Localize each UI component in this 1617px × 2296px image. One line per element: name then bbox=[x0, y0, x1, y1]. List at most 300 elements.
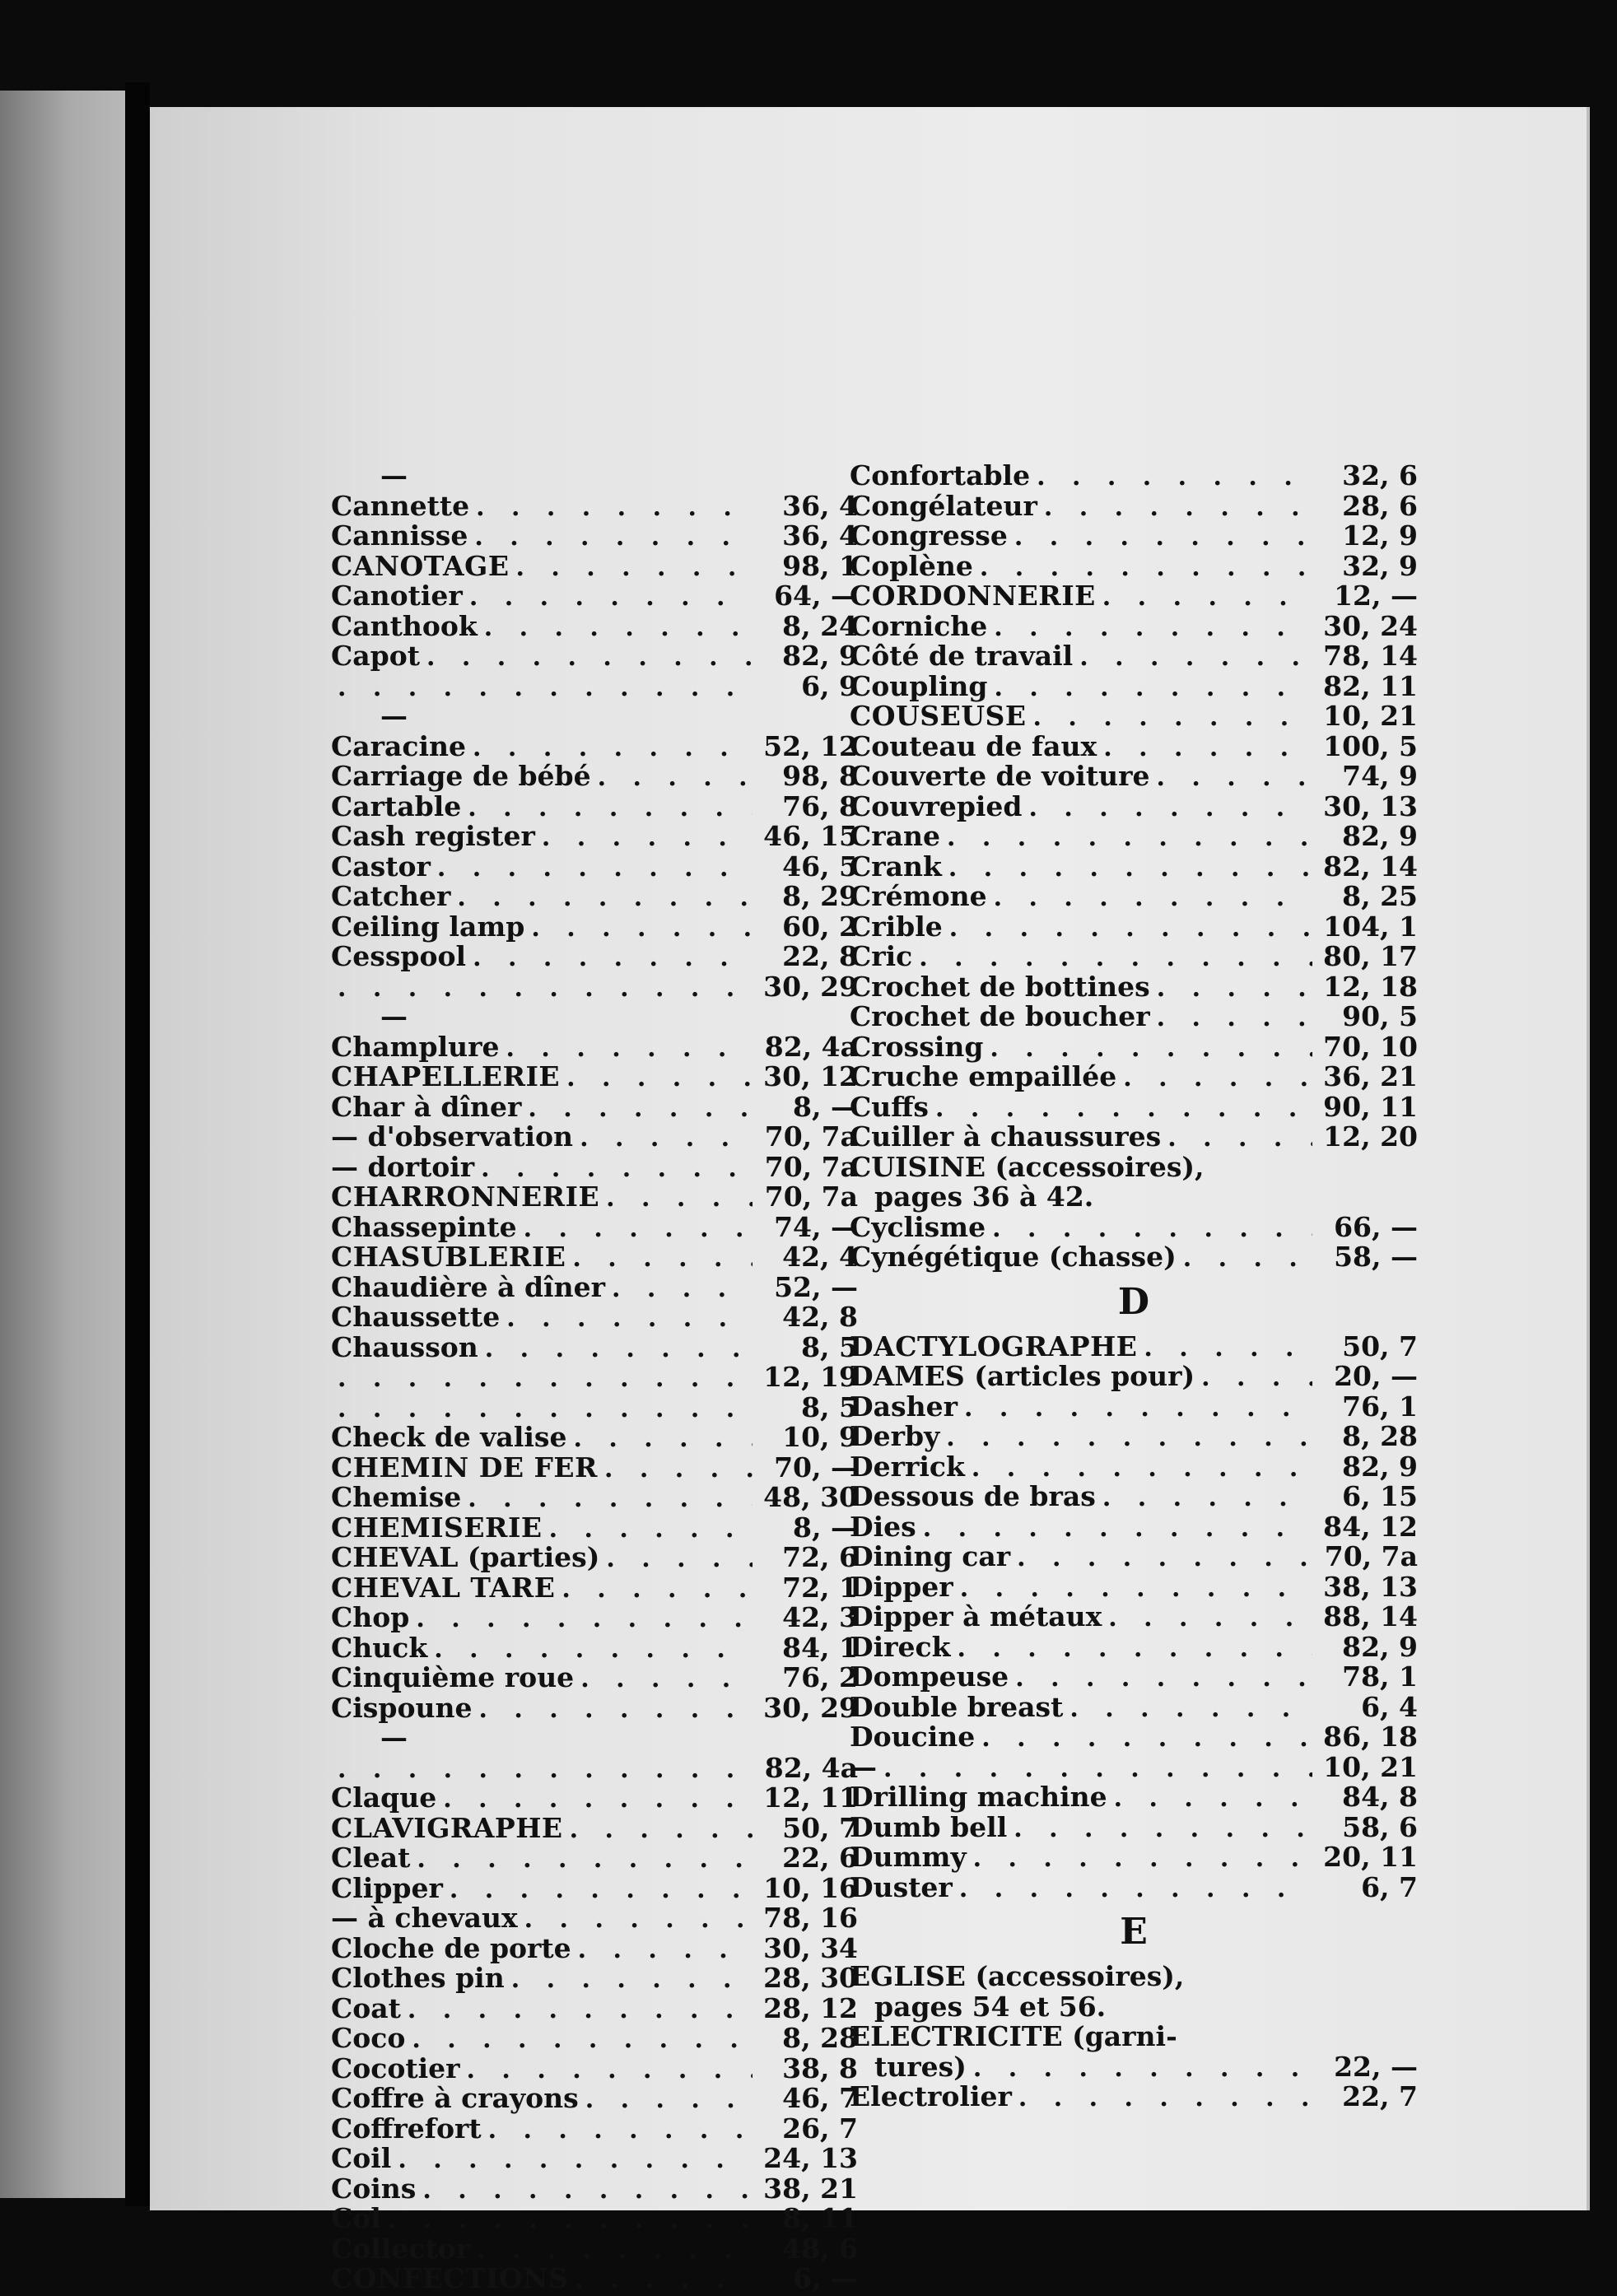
entry-term: COUSEUSE bbox=[850, 700, 1027, 732]
entry-page-reference: 70, 7a bbox=[764, 1120, 858, 1153]
entry-term: Carriage de bébé bbox=[331, 760, 591, 792]
index-entry bbox=[331, 852, 858, 883]
entry-term: Doucine bbox=[850, 1721, 976, 1753]
entry-term: CLAVIGRAPHE bbox=[331, 1811, 563, 1844]
entry-term: Dompeuse bbox=[850, 1660, 1009, 1693]
index-entry bbox=[331, 789, 858, 822]
entry-page-reference: 30, 13 bbox=[1323, 789, 1418, 822]
entry-term: Capot bbox=[331, 640, 420, 672]
dot-leader bbox=[578, 1935, 753, 1966]
entry-page-reference: 46, 5 bbox=[782, 850, 858, 883]
entry-page-reference: 72, 1 bbox=[782, 1571, 858, 1604]
entry-term: Côté de travail bbox=[850, 640, 1074, 672]
dot-leader bbox=[422, 2176, 753, 2206]
entry-term: Dessous de bras bbox=[850, 1480, 1096, 1512]
index-entry bbox=[331, 549, 858, 582]
index-entry bbox=[850, 1810, 1418, 1843]
index-entry bbox=[331, 942, 858, 972]
entry-page-reference: 36, 4 bbox=[782, 519, 858, 552]
entry-page-reference: 98, 8 bbox=[782, 760, 858, 792]
dot-leader bbox=[1014, 523, 1312, 553]
entry-term: Double breast bbox=[850, 1690, 1064, 1723]
dot-leader bbox=[1156, 763, 1312, 794]
index-entry bbox=[331, 1603, 858, 1633]
entry-page-reference: 8, 28 bbox=[782, 2022, 858, 2054]
entry-term: Coplène bbox=[850, 549, 973, 582]
entry-term: Crank bbox=[850, 850, 942, 883]
entry-term: Ceiling lamp bbox=[331, 910, 525, 943]
entry-page-reference: 90, 5 bbox=[1342, 1000, 1418, 1032]
entry-term: Clothes pin bbox=[331, 1962, 505, 1994]
entry-term: Cleat bbox=[331, 1842, 411, 1874]
index-entry bbox=[850, 2082, 1418, 2112]
entry-page-reference: 8, — bbox=[793, 1511, 858, 1544]
entry-term: Dipper bbox=[850, 1570, 953, 1603]
index-entry bbox=[850, 1722, 1418, 1753]
dot-leader bbox=[467, 2056, 753, 2086]
entry-page-reference: 38, 8 bbox=[782, 2051, 858, 2084]
index-entry-note: pages 36 à 42. bbox=[874, 1181, 1094, 1213]
dot-leader bbox=[416, 1604, 753, 1635]
index-entry bbox=[331, 1182, 858, 1213]
entry-page-reference: 82, 9 bbox=[1342, 1630, 1418, 1663]
entry-page-reference: 8, 24 bbox=[782, 609, 858, 642]
index-entry bbox=[850, 1392, 1418, 1423]
entry-term: CONFECTIONS bbox=[331, 2262, 569, 2294]
dot-leader bbox=[1102, 583, 1312, 613]
entry-page-reference: 8, 29 bbox=[782, 880, 858, 912]
entry-term: Couvrepied bbox=[850, 789, 1023, 822]
dot-leader bbox=[604, 1455, 753, 1485]
entry-page-reference: 76, 2 bbox=[782, 1661, 858, 1693]
index-entry bbox=[850, 1482, 1418, 1512]
index-entry bbox=[331, 2114, 858, 2145]
dot-leader bbox=[426, 643, 753, 673]
entry-page-reference: 82, 9 bbox=[1342, 1450, 1418, 1483]
index-entry bbox=[331, 1991, 858, 2024]
entry-term: Coco bbox=[331, 2022, 406, 2054]
dot-leader bbox=[457, 883, 753, 914]
entry-page-reference: 78, 16 bbox=[763, 1902, 858, 1934]
index-entry bbox=[850, 1422, 1418, 1452]
entry-page-reference: 84, 12 bbox=[1323, 1510, 1418, 1543]
entry-term: Char à dîner bbox=[331, 1090, 522, 1123]
index-entry bbox=[850, 669, 1418, 702]
entry-page-reference: 24, 13 bbox=[763, 2142, 858, 2174]
entry-page-reference: 70, 7a bbox=[764, 1181, 858, 1213]
index-entry bbox=[850, 1632, 1418, 1663]
entry-term: Champlure bbox=[331, 1030, 500, 1063]
entry-term: DAMES (articles pour) bbox=[850, 1360, 1195, 1392]
dot-leader bbox=[1014, 1814, 1312, 1845]
dot-leader bbox=[468, 794, 753, 824]
index-entry bbox=[331, 1362, 858, 1393]
entry-term: Castor bbox=[331, 850, 431, 883]
dot-leader bbox=[511, 1965, 753, 1996]
entry-term: Chaussette bbox=[331, 1301, 501, 1333]
entry-term: Crossing bbox=[850, 1030, 984, 1063]
index-column-left bbox=[331, 461, 858, 2294]
entry-page-reference: 70, 7a bbox=[764, 1150, 858, 1183]
entry-term: Coins bbox=[331, 2172, 417, 2205]
entry-term: Cartable bbox=[331, 789, 462, 822]
entry-page-reference: 10, 21 bbox=[1323, 1750, 1418, 1783]
entry-term: Cuiller à chaussures bbox=[850, 1120, 1162, 1153]
entry-term: CHEMIN DE FER bbox=[331, 1451, 598, 1483]
index-page bbox=[150, 107, 1590, 2294]
dot-leader bbox=[981, 1724, 1312, 1754]
dot-leader bbox=[992, 1214, 1312, 1245]
entry-page-reference: 50, 7 bbox=[782, 1811, 858, 1844]
index-entry bbox=[850, 1842, 1418, 1873]
entry-page-reference: 86, 18 bbox=[1323, 1721, 1418, 1753]
entry-term: Cyclisme bbox=[850, 1210, 986, 1243]
index-entry bbox=[331, 1543, 858, 1573]
section-letter: E bbox=[1120, 1911, 1148, 1953]
index-entry bbox=[331, 2264, 858, 2294]
entry-term: Coat bbox=[331, 1991, 401, 2024]
index-entry bbox=[331, 1573, 858, 1604]
entry-page-reference: 64, — bbox=[774, 580, 858, 612]
dot-leader bbox=[1037, 463, 1312, 493]
entry-page-reference: 30, 34 bbox=[763, 1931, 858, 1964]
dot-leader bbox=[990, 1034, 1312, 1064]
dot-leader bbox=[338, 974, 753, 1004]
dot-leader bbox=[338, 1755, 753, 1786]
entry-term: CHEMISERIE bbox=[331, 1511, 543, 1544]
dot-leader bbox=[1069, 1694, 1312, 1725]
index-entry bbox=[850, 822, 1418, 852]
entry-term: Drilling machine bbox=[850, 1781, 1107, 1813]
dot-leader bbox=[549, 1515, 753, 1545]
entry-page-reference: 70, 7a bbox=[1324, 1540, 1418, 1572]
dot-leader bbox=[948, 854, 1312, 884]
entry-page-reference: 78, 1 bbox=[1342, 1660, 1418, 1693]
index-entry bbox=[331, 641, 858, 672]
index-entry bbox=[850, 1602, 1418, 1632]
entry-page-reference: 74, — bbox=[774, 1210, 858, 1243]
entry-page-reference: 28, 30 bbox=[763, 1962, 858, 1994]
entry-page-reference: 52, — bbox=[774, 1270, 858, 1303]
entry-page-reference: 70, 10 bbox=[1323, 1030, 1418, 1063]
entry-page-reference: 76, 1 bbox=[1342, 1390, 1418, 1423]
entry-page-reference: 50, 7 bbox=[1342, 1330, 1418, 1362]
index-entry bbox=[331, 491, 858, 522]
section-letter: D bbox=[1117, 1280, 1150, 1323]
index-entry bbox=[331, 1663, 858, 1693]
book-spine bbox=[125, 82, 150, 2206]
dot-leader bbox=[994, 613, 1312, 644]
entry-term: Derby bbox=[850, 1420, 940, 1452]
index-entry bbox=[331, 1513, 858, 1544]
dot-leader bbox=[994, 673, 1312, 704]
section-dash: — bbox=[380, 1721, 408, 1753]
entry-term: Chuck bbox=[331, 1631, 428, 1664]
dot-leader bbox=[474, 523, 753, 553]
index-entry bbox=[331, 2234, 858, 2265]
dot-leader bbox=[598, 763, 753, 794]
entry-page-reference: 12, — bbox=[1334, 580, 1418, 612]
entry-page-reference: 22, — bbox=[1334, 2050, 1418, 2083]
entry-term: Clipper bbox=[331, 1871, 443, 1904]
dot-leader bbox=[468, 1484, 753, 1515]
index-entry bbox=[331, 1903, 858, 1934]
index-entry bbox=[331, 1483, 858, 1513]
index-entry-note: EGLISE (accessoires), bbox=[850, 1960, 1185, 1992]
dot-leader bbox=[408, 1996, 753, 2026]
index-entry bbox=[331, 1963, 858, 1994]
index-entry bbox=[850, 729, 1418, 762]
index-entry bbox=[331, 1931, 858, 1964]
index-entry bbox=[850, 1542, 1418, 1572]
index-entry bbox=[850, 1092, 1418, 1123]
entry-term: Corniche bbox=[850, 609, 988, 642]
entry-page-reference: 8, — bbox=[793, 1090, 858, 1123]
entry-page-reference: 100, 5 bbox=[1323, 729, 1418, 762]
entry-page-reference: 60, 2 bbox=[782, 910, 858, 943]
dot-leader bbox=[562, 1575, 753, 1605]
dot-leader bbox=[1018, 2084, 1312, 2114]
entry-term: Collector bbox=[331, 2232, 471, 2265]
index-entry bbox=[850, 1362, 1418, 1392]
index-entry bbox=[331, 1302, 858, 1333]
entry-term: Cocotier bbox=[331, 2051, 460, 2084]
entry-page-reference: 6, 15 bbox=[1342, 1480, 1418, 1512]
index-entry bbox=[331, 1871, 858, 1904]
dot-leader bbox=[506, 1034, 753, 1064]
dot-leader bbox=[1079, 643, 1312, 673]
dot-leader bbox=[528, 1094, 753, 1125]
entry-term: — dortoir bbox=[331, 1150, 475, 1183]
entry-term: CHEVAL TARE bbox=[331, 1571, 556, 1604]
dot-leader bbox=[338, 1364, 753, 1395]
dot-leader bbox=[960, 1574, 1312, 1604]
dot-leader bbox=[1183, 1244, 1312, 1274]
entry-page-reference: 12, 11 bbox=[763, 1781, 858, 1814]
entry-term: Couverte de voiture bbox=[850, 760, 1150, 792]
index-entry-note: pages 54 et 56. bbox=[874, 1990, 1107, 2023]
entry-term: Cannette bbox=[331, 489, 470, 522]
entry-page-reference: 82, 11 bbox=[1323, 669, 1418, 702]
entry-term: Cynégétique (chasse) bbox=[850, 1241, 1177, 1273]
entry-page-reference: 30, 24 bbox=[1323, 609, 1418, 642]
entry-term: Canthook bbox=[331, 609, 478, 642]
index-entry bbox=[850, 852, 1418, 883]
entry-page-reference: 20, 11 bbox=[1323, 1841, 1418, 1873]
index-entry bbox=[850, 1032, 1418, 1063]
entry-page-reference: 20, — bbox=[1334, 1360, 1418, 1392]
entry-page-reference: 30, 29 bbox=[763, 970, 858, 1003]
entry-page-reference: 88, 14 bbox=[1323, 1600, 1418, 1632]
entry-page-reference: 28, 6 bbox=[1342, 489, 1418, 522]
index-entry bbox=[331, 1150, 858, 1183]
entry-page-reference: 48, 6 bbox=[782, 2232, 858, 2265]
entry-page-reference: 6, 9 bbox=[801, 669, 858, 702]
dot-leader bbox=[949, 914, 1312, 944]
entry-page-reference: 36, 21 bbox=[1323, 1060, 1418, 1092]
entry-page-reference: 70, — bbox=[774, 1451, 858, 1483]
index-entry bbox=[331, 1811, 858, 1844]
index-entry bbox=[331, 1753, 858, 1784]
entry-page-reference: 104, 1 bbox=[1323, 910, 1418, 943]
entry-term: Chassepinte bbox=[331, 1210, 517, 1243]
dot-leader bbox=[980, 553, 1312, 584]
index-entry bbox=[331, 669, 858, 702]
entry-page-reference: 42, 3 bbox=[782, 1601, 858, 1633]
dot-leader bbox=[1015, 1664, 1312, 1694]
entry-page-reference: 82, 4a bbox=[764, 1030, 858, 1063]
dot-leader bbox=[524, 1905, 753, 1935]
entry-term: Dummy bbox=[850, 1841, 967, 1873]
dot-leader bbox=[450, 1875, 753, 1906]
index-entry bbox=[850, 1782, 1418, 1813]
dot-leader bbox=[566, 1064, 753, 1094]
entry-page-reference: 22, 6 bbox=[782, 1842, 858, 1874]
entry-page-reference: 76, 8 bbox=[782, 789, 858, 822]
entry-term: Confortable bbox=[850, 459, 1031, 491]
entry-page-reference: 38, 13 bbox=[1323, 1570, 1418, 1603]
dot-leader bbox=[469, 583, 753, 613]
entry-term: — bbox=[850, 1750, 877, 1783]
index-entry bbox=[331, 2204, 858, 2234]
dot-leader bbox=[473, 943, 753, 974]
entry-term: — à chevaux bbox=[331, 1902, 518, 1934]
dot-leader bbox=[572, 1244, 753, 1274]
entry-term: Crémone bbox=[850, 880, 987, 912]
entry-page-reference: 6, 4 bbox=[1361, 1690, 1418, 1723]
index-entry bbox=[850, 1870, 1418, 1903]
index-entry bbox=[850, 491, 1418, 522]
entry-term: DACTYLOGRAPHE bbox=[850, 1330, 1138, 1362]
dot-leader bbox=[575, 2266, 753, 2296]
entry-page-reference: 82, 9 bbox=[782, 640, 858, 672]
index-entry bbox=[850, 521, 1418, 552]
entry-page-reference: 90, 11 bbox=[1323, 1090, 1418, 1123]
dot-leader bbox=[580, 1124, 753, 1154]
index-entry bbox=[331, 521, 858, 552]
entry-page-reference: 82, 14 bbox=[1323, 850, 1418, 883]
entry-page-reference: 10, 21 bbox=[1323, 700, 1418, 732]
entry-term: CANOTAGE bbox=[331, 549, 510, 582]
entry-page-reference: 42, 4 bbox=[782, 1241, 858, 1273]
dot-leader bbox=[485, 1334, 753, 1365]
index-entry bbox=[850, 1452, 1418, 1483]
dot-leader bbox=[570, 1815, 753, 1846]
index-entry bbox=[850, 641, 1418, 672]
entry-term: Derrick bbox=[850, 1450, 965, 1483]
dot-leader bbox=[542, 823, 753, 854]
index-entry bbox=[331, 882, 858, 912]
section-dash: — bbox=[380, 1000, 408, 1032]
index-entry bbox=[850, 549, 1418, 582]
entry-page-reference: 6, — bbox=[793, 2262, 858, 2294]
dot-leader bbox=[478, 1695, 753, 1725]
entry-term: Duster bbox=[850, 1870, 953, 1903]
index-entry bbox=[331, 1633, 858, 1664]
entry-term: Crochet de bottines bbox=[850, 970, 1150, 1003]
dot-leader bbox=[398, 2145, 753, 2176]
index-entry bbox=[850, 761, 1418, 792]
dot-leader bbox=[1123, 1064, 1312, 1094]
index-entry bbox=[331, 2024, 858, 2054]
index-entry bbox=[331, 1843, 858, 1874]
entry-term: Cash register bbox=[331, 820, 535, 852]
dot-leader bbox=[883, 1754, 1312, 1785]
entry-term: Coffrefort bbox=[331, 2112, 482, 2145]
entry-page-reference: 22, 7 bbox=[1342, 2080, 1418, 2112]
entry-term: Dasher bbox=[850, 1390, 958, 1423]
entry-page-reference: 30, 12 bbox=[763, 1060, 858, 1092]
dot-leader bbox=[946, 1423, 1312, 1454]
dot-leader bbox=[488, 2116, 753, 2146]
index-entry bbox=[331, 972, 858, 1003]
entry-page-reference: 80, 17 bbox=[1323, 940, 1418, 972]
dot-leader bbox=[473, 734, 753, 764]
dot-leader bbox=[923, 1514, 1312, 1544]
index-entry bbox=[331, 1390, 858, 1423]
dot-leader bbox=[388, 2205, 753, 2236]
index-entry bbox=[331, 729, 858, 762]
entry-page-reference: 8, 11 bbox=[782, 2202, 858, 2234]
dot-leader bbox=[972, 1454, 1312, 1484]
dot-leader bbox=[506, 1304, 753, 1334]
index-entry bbox=[331, 1693, 858, 1724]
entry-page-reference: 10, 9 bbox=[782, 1421, 858, 1453]
facing-page-edge bbox=[0, 91, 140, 2198]
index-entry bbox=[331, 609, 858, 642]
index-column-right bbox=[850, 461, 1418, 2112]
entry-term: Canotier bbox=[331, 580, 463, 612]
entry-page-reference: 74, 9 bbox=[1342, 760, 1418, 792]
entry-page-reference: 12, 19 bbox=[763, 1361, 858, 1393]
index-entry bbox=[850, 1572, 1418, 1603]
index-entry bbox=[331, 1032, 858, 1063]
entry-term: CHEVAL (parties) bbox=[331, 1541, 600, 1573]
entry-term: Check de valise bbox=[331, 1421, 567, 1453]
index-entry bbox=[850, 2052, 1418, 2083]
entry-term: Direck bbox=[850, 1630, 951, 1663]
entry-page-reference: 22, 8 bbox=[782, 940, 858, 972]
index-entry bbox=[331, 581, 858, 612]
index-entry bbox=[850, 1512, 1418, 1543]
index-entry bbox=[331, 1210, 858, 1243]
entry-term: Dumb bell bbox=[850, 1810, 1008, 1843]
index-entry bbox=[331, 1122, 858, 1153]
entry-term: Congresse bbox=[850, 519, 1008, 552]
dot-leader bbox=[994, 883, 1312, 914]
entry-term: Crane bbox=[850, 820, 941, 852]
dot-leader bbox=[338, 1395, 753, 1425]
index-entry bbox=[850, 461, 1418, 491]
dot-leader bbox=[1144, 1334, 1312, 1364]
entry-page-reference: 66, — bbox=[1334, 1210, 1418, 1243]
dot-leader bbox=[1044, 493, 1312, 524]
index-entry-note: CUISINE (accessoires), bbox=[850, 1150, 1205, 1183]
dot-leader bbox=[476, 493, 753, 524]
entry-term: Dining car bbox=[850, 1540, 1011, 1572]
index-entry bbox=[850, 1750, 1418, 1783]
index-entry bbox=[850, 972, 1418, 1003]
entry-page-reference: 28, 12 bbox=[763, 1991, 858, 2024]
entry-term: CHARRONNERIE bbox=[331, 1181, 600, 1213]
entry-page-reference: 48, 30 bbox=[763, 1481, 858, 1513]
dot-leader bbox=[1017, 1544, 1312, 1574]
dot-leader bbox=[437, 854, 753, 884]
entry-page-reference: 78, 14 bbox=[1323, 640, 1418, 672]
dot-leader bbox=[919, 943, 1312, 974]
index-entry bbox=[850, 1062, 1418, 1092]
index-entry bbox=[850, 1122, 1418, 1153]
